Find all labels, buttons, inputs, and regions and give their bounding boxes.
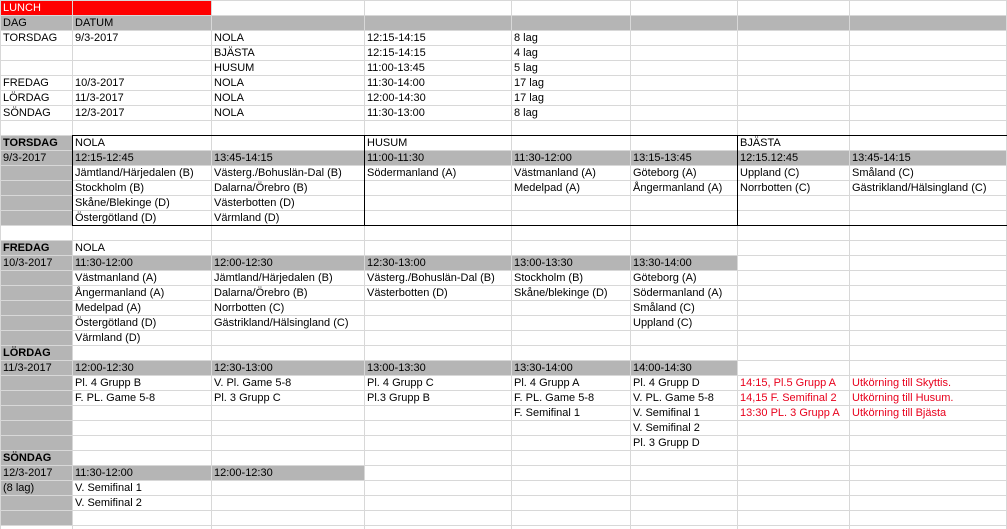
lordag-game[interactable]: V. Semifinal 1 (633, 407, 700, 419)
fredag-day[interactable]: FREDAG (3, 242, 50, 254)
summary-place[interactable]: HUSUM (214, 62, 255, 74)
summary-time[interactable]: 11:30-13:00 (367, 107, 425, 119)
torsdag-team[interactable]: Södermanland (A) (367, 167, 457, 179)
lordag-slot[interactable]: 12:30-13:00 (214, 362, 273, 374)
lordag-slot[interactable]: 13:30-14:00 (514, 362, 573, 374)
sondag-date[interactable]: 12/3-2017 (3, 467, 53, 479)
lordag-game[interactable]: F. Semifinal 1 (514, 407, 581, 419)
fredag-date[interactable]: 10/3-2017 (3, 257, 53, 269)
summary-teams[interactable]: 17 lag (514, 92, 544, 104)
lordag-game[interactable]: Pl. 4 Grupp C (367, 377, 434, 389)
sondag-game[interactable]: V. Semifinal 1 (75, 482, 142, 494)
fredag-team[interactable]: Västerg./Bohuslän-Dal (B) (367, 272, 495, 284)
summary-time[interactable]: 11:30-14:00 (367, 77, 425, 89)
lordag-game[interactable]: Pl. 3 Grupp C (214, 392, 281, 404)
lordag-game[interactable]: Pl. 4 Grupp B (75, 377, 142, 389)
summary-time[interactable]: 12:15-14:15 (367, 32, 426, 44)
summary-place[interactable]: NOLA (214, 77, 244, 89)
torsdag-day[interactable]: TORSDAG (3, 137, 58, 149)
fredag-team[interactable]: Västmanland (A) (75, 272, 157, 284)
torsdag-slot[interactable]: 13:45-14:15 (852, 152, 911, 164)
summary-date[interactable]: 10/3-2017 (75, 77, 125, 89)
lordag-note-text[interactable]: Utkörning till Skyttis. (852, 377, 952, 389)
lordag-day[interactable]: LÖRDAG (3, 347, 51, 359)
summary-day[interactable]: LÖRDAG (3, 92, 50, 104)
torsdag-slot[interactable]: 13:15-13:45 (633, 152, 692, 164)
torsdag-team[interactable]: Västerbotten (D) (214, 197, 295, 209)
fredag-team[interactable]: Småland (C) (633, 302, 695, 314)
summary-date[interactable]: 12/3-2017 (75, 107, 125, 119)
lordag-game[interactable]: F. PL. Game 5-8 (514, 392, 595, 404)
sondag-slot[interactable]: 11:30-12:00 (75, 467, 133, 479)
torsdag-team[interactable]: Stockholm (B) (75, 182, 145, 194)
summary-day[interactable]: SÖNDAG (3, 107, 51, 119)
summary-teams[interactable]: 8 lag (514, 32, 538, 44)
sondag-slot[interactable]: 12:00-12:30 (214, 467, 273, 479)
grid-line-horizontal (0, 435, 1007, 436)
lordag-note-time[interactable]: 13:30 PL. 3 Grupp A (740, 407, 840, 419)
grid-line-horizontal (0, 525, 1007, 526)
fredag-team[interactable]: Västerbotten (D) (367, 287, 448, 299)
lordag-game[interactable]: Pl. 4 Grupp A (514, 377, 580, 389)
summary-date[interactable]: 11/3-2017 (75, 92, 124, 104)
torsdag-team[interactable]: Västmanland (A) (514, 167, 596, 179)
lordag-note-text[interactable]: Utkörning till Husum. (852, 392, 954, 404)
torsdag-slot[interactable]: 12:15-12:45 (75, 152, 134, 164)
torsdag-slot[interactable]: 11:00-11:30 (367, 152, 425, 164)
summary-date[interactable] (72, 61, 211, 76)
fredag-slot[interactable]: 12:30-13:00 (367, 257, 426, 269)
venue-husum[interactable]: HUSUM (367, 137, 408, 149)
sondag-day[interactable]: SÖNDAG (3, 452, 52, 464)
torsdag-team[interactable]: Ångermanland (A) (633, 182, 723, 194)
torsdag-team[interactable]: Jämtland/Härjedalen (B) (75, 167, 194, 179)
summary-date[interactable]: 9/3-2017 (75, 32, 119, 44)
lordag-note-time[interactable]: 14:15, Pl.5 Grupp A (740, 377, 837, 389)
fredag-team[interactable]: Medelpad (A) (75, 302, 142, 314)
summary-teams[interactable]: 4 lag (514, 47, 538, 59)
summary-day[interactable] (0, 61, 72, 76)
fredag-team[interactable]: Göteborg (A) (633, 272, 697, 284)
summary-teams[interactable]: 5 lag (514, 62, 538, 74)
fredag-slot[interactable]: 13:00-13:30 (514, 257, 573, 269)
lordag-slot[interactable]: 14:00-14:30 (633, 362, 692, 374)
fredag-team[interactable]: Östergötland (D) (75, 317, 157, 329)
fredag-team[interactable]: Södermanland (A) (633, 287, 723, 299)
torsdag-team[interactable]: Göteborg (A) (633, 167, 697, 179)
summary-date[interactable] (72, 46, 211, 61)
lordag-game[interactable]: V. Semifinal 2 (633, 422, 700, 434)
fredag-slot[interactable]: 11:30-12:00 (75, 257, 133, 269)
summary-place[interactable]: NOLA (214, 32, 244, 44)
summary-time[interactable]: 12:00-14:30 (367, 92, 426, 104)
lordag-date[interactable]: 11/3-2017 (3, 362, 52, 374)
summary-place[interactable]: BJÄSTA (214, 47, 255, 59)
grid-line-horizontal (0, 450, 1007, 451)
venue-nola[interactable]: NOLA (75, 137, 105, 149)
lordag-game[interactable]: V. Pl. Game 5-8 (214, 377, 292, 389)
fredag-slot[interactable]: 13:30-14:00 (633, 257, 692, 269)
venue-bjasta[interactable]: BJÄSTA (740, 137, 781, 149)
fredag-team[interactable]: Jämtland/Härjedalen (B) (214, 272, 333, 284)
torsdag-team[interactable]: Medelpad (A) (514, 182, 581, 194)
torsdag-date[interactable]: 9/3-2017 (3, 152, 47, 164)
lordag-game[interactable]: F. PL. Game 5-8 (75, 392, 156, 404)
header-datum[interactable]: DATUM (75, 17, 114, 29)
sondag-teams[interactable]: (8 lag) (3, 482, 35, 494)
fredag-team[interactable]: Dalarna/Örebro (B) (214, 287, 308, 299)
summary-place[interactable]: NOLA (214, 92, 244, 104)
grid-line-vertical (849, 0, 850, 529)
torsdag-slot[interactable]: 12:15.12:45 (740, 152, 799, 164)
summary-day[interactable] (0, 46, 72, 61)
torsdag-team[interactable]: Gästrikland/Hälsingland (C) (852, 182, 987, 194)
header-dag[interactable]: DAG (3, 17, 27, 29)
lordag-slot[interactable]: 13:00-13:30 (367, 362, 426, 374)
torsdag-team[interactable]: Värmland (D) (214, 212, 280, 224)
fredag-team[interactable]: Gästrikland/Hälsingland (C) (214, 317, 349, 329)
fredag-team[interactable]: Värmland (D) (75, 332, 141, 344)
torsdag-team[interactable]: Uppland (C) (740, 167, 800, 179)
torsdag-slot[interactable]: 13:45-14:15 (214, 152, 273, 164)
torsdag-team[interactable]: Dalarna/Örebro (B) (214, 182, 308, 194)
lunch-title[interactable]: LUNCH (3, 2, 41, 14)
summary-time[interactable]: 11:00-13:45 (367, 62, 425, 74)
torsdag-team[interactable]: Östergötland (D) (75, 212, 157, 224)
lordag-game[interactable]: Pl. 4 Grupp D (633, 377, 700, 389)
fredag-venue[interactable]: NOLA (75, 242, 105, 254)
summary-place[interactable]: NOLA (214, 107, 244, 119)
torsdag-team[interactable]: Västerg./Bohuslän-Dal (B) (214, 167, 342, 179)
fredag-team[interactable]: Ångermanland (A) (75, 287, 165, 299)
lordag-game[interactable]: Pl. 3 Grupp D (633, 437, 700, 449)
summary-teams[interactable]: 17 lag (514, 77, 544, 89)
lordag-note-text[interactable]: Utkörning till Bjästa (852, 407, 947, 419)
grid-line-vertical (737, 0, 738, 529)
sondag-game[interactable]: V. Semifinal 2 (75, 497, 142, 509)
summary-time[interactable]: 12:15-14:15 (367, 47, 426, 59)
fredag-team[interactable]: Stockholm (B) (514, 272, 584, 284)
summary-day[interactable]: TORSDAG (3, 32, 58, 44)
torsdag-team[interactable]: Norrbotten (C) (740, 182, 811, 194)
summary-teams[interactable]: 8 lag (514, 107, 538, 119)
summary-day[interactable]: FREDAG (3, 77, 49, 89)
fredag-team[interactable]: Uppland (C) (633, 317, 693, 329)
torsdag-slot[interactable]: 11:30-12:00 (514, 152, 572, 164)
lordag-game[interactable]: Pl.3 Grupp B (367, 392, 430, 404)
fredag-slot[interactable]: 12:00-12:30 (214, 257, 273, 269)
fredag-team[interactable]: Skåne/blekinge (D) (514, 287, 608, 299)
lordag-game[interactable]: V. PL. Game 5-8 (633, 392, 714, 404)
fredag-team[interactable]: Norrbotten (C) (214, 302, 285, 314)
torsdag-team[interactable]: Småland (C) (852, 167, 914, 179)
lordag-slot[interactable]: 12:00-12:30 (75, 362, 134, 374)
torsdag-team[interactable]: Skåne/Blekinge (D) (75, 197, 170, 209)
lordag-note-time[interactable]: 14,15 F. Semifinal 2 (740, 392, 837, 404)
